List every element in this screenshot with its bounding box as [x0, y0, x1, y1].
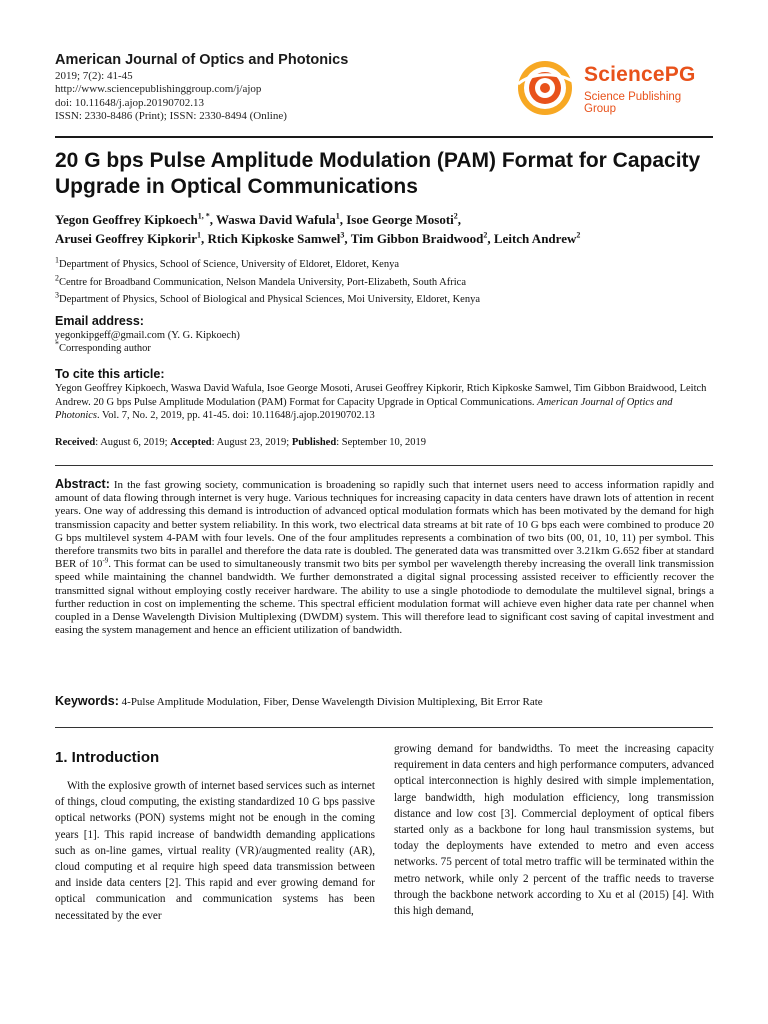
paper-title: 20 G bps Pulse Amplitude Modulation (PAM) Format for Capacity Upgrade in Optical Communications — [55, 149, 701, 198]
author-affiliation-marker: 1 — [335, 211, 340, 221]
article-dates: Received: August 6, 2019; Accepted: August 23, 2019; Published: September 10, 2019 — [55, 437, 427, 448]
logo-wordmark: SciencePG — [584, 63, 696, 86]
author-name: Waswa David Wafula — [216, 212, 336, 227]
abstract-top-divider — [55, 465, 713, 466]
author-list: Yegon Geoffrey Kipkoech$^{1, *}$, Waswa David Wafula$^1$, Isoe George Mosoti$^2$, Arusei Geoffrey Kipkorir$^1$, Rtich Kipkoske Samwel$^3$, Tim Gibbon Braidwood$^2$, Leitch Andrew$^2$ — [55, 211, 581, 246]
affiliation-list — [55, 256, 715, 309]
abstract: Abstract: In the fast growing society, communication is broadening so rapidly such that internet users need to access information rapidly and amount of data flowing through internet is very huge. Various techniques for increasing capacity in data centers have drawn lots of attention in recent years. One way of addressing this demand is introduction of advanced optical modulation formats which has been motivated by the demand for high transmission capacity and better system reliability. In this work, two electrical data streams at bit rate of 10 G bps each were combined to produce 20 G bps multilevel system 4-PAM with four levels. One of the four amplitudes represents a combination of two bits (00, 01, 10, 11) per symbol. This therefore transmits two bits in parallel and therefore the data rate is doubled. The generated data was transmitted over 3.21km G.652 fiber at standard BER of $10^{-9}$. This format can be used to simultaneously transmit two bits per symbol per wavelength thereby increasing the overall link transmission speed while maintaining the channel bandwidth. We further demonstrated a digital signal processing assisted receiver to efficiently recover the transmitted signal without employing costly receiver hardware. The ability to use a single photodiode to demodulate the multilevel signal, brings a further reduction in cost on implementing the scheme. This spectral efficient modulation format will achieve even higher data rate per channel when coupled in a Dense Wavelength Division Multiplexing (DWDM) system. This will therefore lead to significant cost saving of capital investment and easing the system management and hence an efficient utilization of bandwidth. — [55, 477, 714, 637]
journal-doi[interactable]: doi: 10.11648/j.ajop.20190702.13 — [55, 96, 205, 109]
email-address[interactable]: yegonkipgeff@gmail.com (Y. G. Kipkoech) — [55, 330, 240, 341]
affiliation-item: $^2$Centre for Broadband Communication, Nelson Mandela University, Port-Elizabeth, South Africa — [55, 273, 466, 288]
author-affiliation-marker: 2 — [576, 230, 581, 240]
author-affiliation-marker: 2 — [483, 230, 488, 240]
abstract-bottom-divider — [55, 727, 713, 728]
author-name: Yegon Geoffrey Kipkoech — [55, 212, 198, 227]
journal-name: American Journal of Optics and Photonics — [55, 52, 349, 68]
author-affiliation-marker: 1 — [197, 230, 202, 240]
journal-header — [55, 52, 495, 124]
affiliation-item: $^3$Department of Physics, School of Biological and Physical Sciences, Moi University, Eldoret, Kenya — [55, 290, 480, 305]
author-affiliation-marker: 1, * — [197, 211, 210, 221]
citation-journal: American Journal of Optics and Photonics — [55, 396, 673, 421]
author-affiliation-marker: 2 — [453, 211, 458, 221]
email-heading: Email address: — [55, 314, 144, 328]
journal-url[interactable]: http://www.sciencepublishinggroup.com/j/ajop — [55, 83, 262, 96]
intro-column-left: With the explosive growth of internet based services such as internet of things, cloud computing, the existing standardized 10 G bps passive optical networks (PON) systems might not be enough in the coming years [1]. This rapid increase of bandwidth demanding applications such as on-line games, virtual reality (VR)/augmented reality (AR), cloud computing et al require high speed data transmission between and inside data centers [2]. This rapid and ever growing demand for optical communication and communication systems has been necessitated by the ever — [55, 780, 375, 922]
journal-issn: ISSN: 2330-8486 (Print); ISSN: 2330-8494 (Online) — [55, 110, 287, 123]
citation-heading: To cite this article: — [55, 367, 165, 381]
abstract-label: Abstract: — [55, 477, 110, 491]
section-heading-introduction: 1. Introduction — [55, 749, 160, 766]
corresponding-author-note: *Corresponding author — [55, 339, 151, 354]
author-name: Tim Gibbon Braidwood — [350, 231, 484, 246]
header-divider — [55, 136, 713, 138]
author-name: Rtich Kipkoske Samwel — [207, 231, 341, 246]
author-name: Isoe George Mosoti — [346, 212, 454, 227]
author-affiliation-marker: 3 — [340, 230, 345, 240]
citation-text: Yegon Geoffrey Kipkoech, Waswa David Wafula, Isoe George Mosoti, Arusei Geoffrey Kipkorir, Rtich Kipkoske Samwel, Tim Gibbon Braidwood, Leitch Andrew. 20 G bps Pulse Amplitude Modulation (PAM) Format for Capacity Upgrade in Optical Communications. American Journal of Optics and Photonics. Vol. 7, No. 2, 2019, pp. 41-45. doi: 10.11648/j.ajop.20190702.13 — [55, 383, 707, 421]
publisher-logo — [512, 58, 712, 118]
author-name: Arusei Geoffrey Kipkorir — [55, 231, 198, 246]
keywords — [55, 694, 715, 708]
journal-issue: 2019; 7(2): 41-45 — [55, 70, 133, 82]
author-name: Leitch Andrew — [493, 231, 577, 246]
intro-column-right: growing demand for bandwidths. To meet the increasing capacity requirement in data centers and high performance computers, advanced optical interconnection is highly desired with simple implementation, large bandwidth, high modulation efficiency, long transmission distance and low cost [3]. Commercial deployment of optical fibers started only as a backbone for long haul transmission systems, but today the deployments have extended to metro and even access networks. 75 percent of total metro traffic will be terminated within the metro network, while only 2 percent of the traffic needs to traverse through the backbone network according to Xu et al (2015) [4]. With this high demand, — [394, 743, 714, 918]
logo-subtitle: Science Publishing Group — [584, 91, 682, 115]
affiliation-item: $^1$Department of Physics, School of Science, University of Eldoret, Eldoret, Kenya — [55, 255, 399, 270]
citation-section — [55, 366, 715, 423]
sciencepg-logo-icon — [512, 58, 578, 118]
email-section — [55, 313, 715, 355]
keywords-text: 4-Pulse Amplitude Modulation, Fiber, Dense Wavelength Division Multiplexing, Bit Error Rate — [118, 696, 543, 708]
keywords-label: Keywords: — [55, 694, 119, 708]
